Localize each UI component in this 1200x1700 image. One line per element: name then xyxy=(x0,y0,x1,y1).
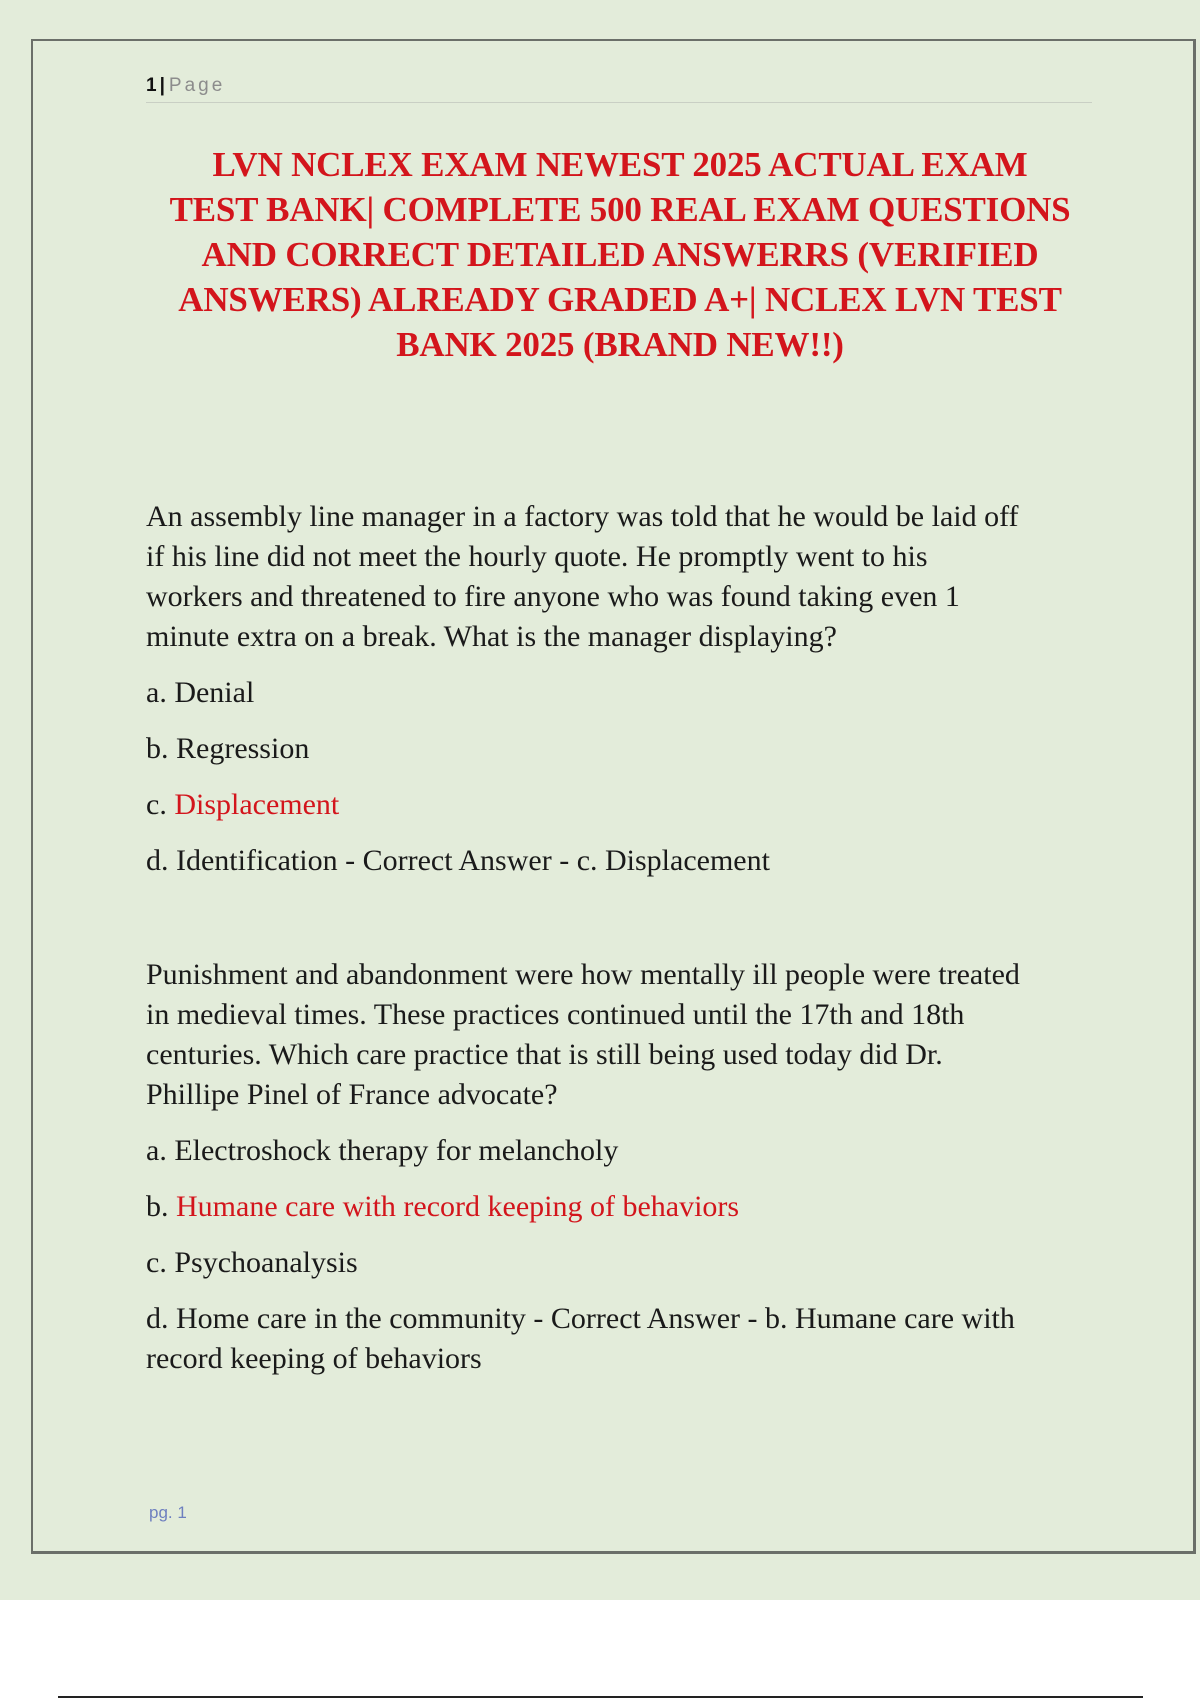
header-page-word: Page xyxy=(168,75,226,96)
option-d xyxy=(146,1299,1096,1379)
header-separator: | xyxy=(159,75,165,96)
option-text: Displacement xyxy=(174,788,340,821)
option-text: Psychoanalysis xyxy=(174,1246,358,1279)
question-1 xyxy=(146,497,1096,897)
question-line: An assembly line manager in a factory was told that he would be laid off xyxy=(146,500,1019,533)
option-text-line: Home care in the community - Correct Answer - b. Humane care with xyxy=(176,1302,1015,1335)
option-a xyxy=(146,1131,1096,1171)
option-label: a. xyxy=(146,676,167,709)
footer-page-label: pg. 1 xyxy=(149,1503,187,1522)
question-line: if his line did not meet the hourly quote. He promptly went to his xyxy=(146,540,928,573)
option-text: Electroshock therapy for melancholy xyxy=(174,1134,619,1167)
question-line: workers and threatened to fire anyone who was found taking even 1 xyxy=(146,580,960,613)
option-label: d. xyxy=(146,844,169,877)
option-text: Regression xyxy=(176,732,310,765)
option-label: b. xyxy=(146,732,169,765)
title-line: LVN NCLEX EXAM NEWEST 2025 ACTUAL EXAM xyxy=(212,145,1028,184)
document-title xyxy=(140,142,1100,367)
option-b-correct xyxy=(146,1187,1096,1227)
question-line: in medieval times. These practices continued until the 17th and 18th xyxy=(146,998,965,1031)
option-b xyxy=(146,729,1096,769)
page-header xyxy=(146,74,1092,103)
option-label: d. xyxy=(146,1302,169,1335)
option-text-line: record keeping of behaviors xyxy=(146,1342,482,1375)
title-line: BANK 2025 (BRAND NEW!!) xyxy=(396,325,844,364)
option-a xyxy=(146,673,1096,713)
title-line: TEST BANK| COMPLETE 500 REAL EXAM QUESTIONS xyxy=(169,190,1071,229)
title-line: AND CORRECT DETAILED ANSWERRS (VERIFIED xyxy=(201,235,1039,274)
option-label: b. xyxy=(146,1190,169,1223)
question-text xyxy=(146,497,1096,657)
bottom-divider xyxy=(58,1696,1143,1698)
question-line: Phillipe Pinel of France advocate? xyxy=(146,1078,558,1111)
option-label: c. xyxy=(146,788,167,821)
question-line: Punishment and abandonment were how mentally ill people were treated xyxy=(146,958,1020,991)
question-text xyxy=(146,955,1096,1115)
option-d xyxy=(146,841,1096,881)
title-line: ANSWERS) ALREADY GRADED A+| NCLEX LVN TEST xyxy=(178,280,1062,319)
question-2 xyxy=(146,955,1096,1395)
option-text: Denial xyxy=(174,676,255,709)
option-text: Identification - Correct Answer - c. Displacement xyxy=(176,844,770,877)
header-page-number: 1 xyxy=(146,75,157,96)
question-line: centuries. Which care practice that is still being used today did Dr. xyxy=(146,1038,943,1071)
question-line: minute extra on a break. What is the manager displaying? xyxy=(146,620,837,653)
option-text: Humane care with record keeping of behaviors xyxy=(176,1190,740,1223)
option-label: c. xyxy=(146,1246,167,1279)
option-c-correct xyxy=(146,785,1096,825)
option-label: a. xyxy=(146,1134,167,1167)
option-c xyxy=(146,1243,1096,1283)
